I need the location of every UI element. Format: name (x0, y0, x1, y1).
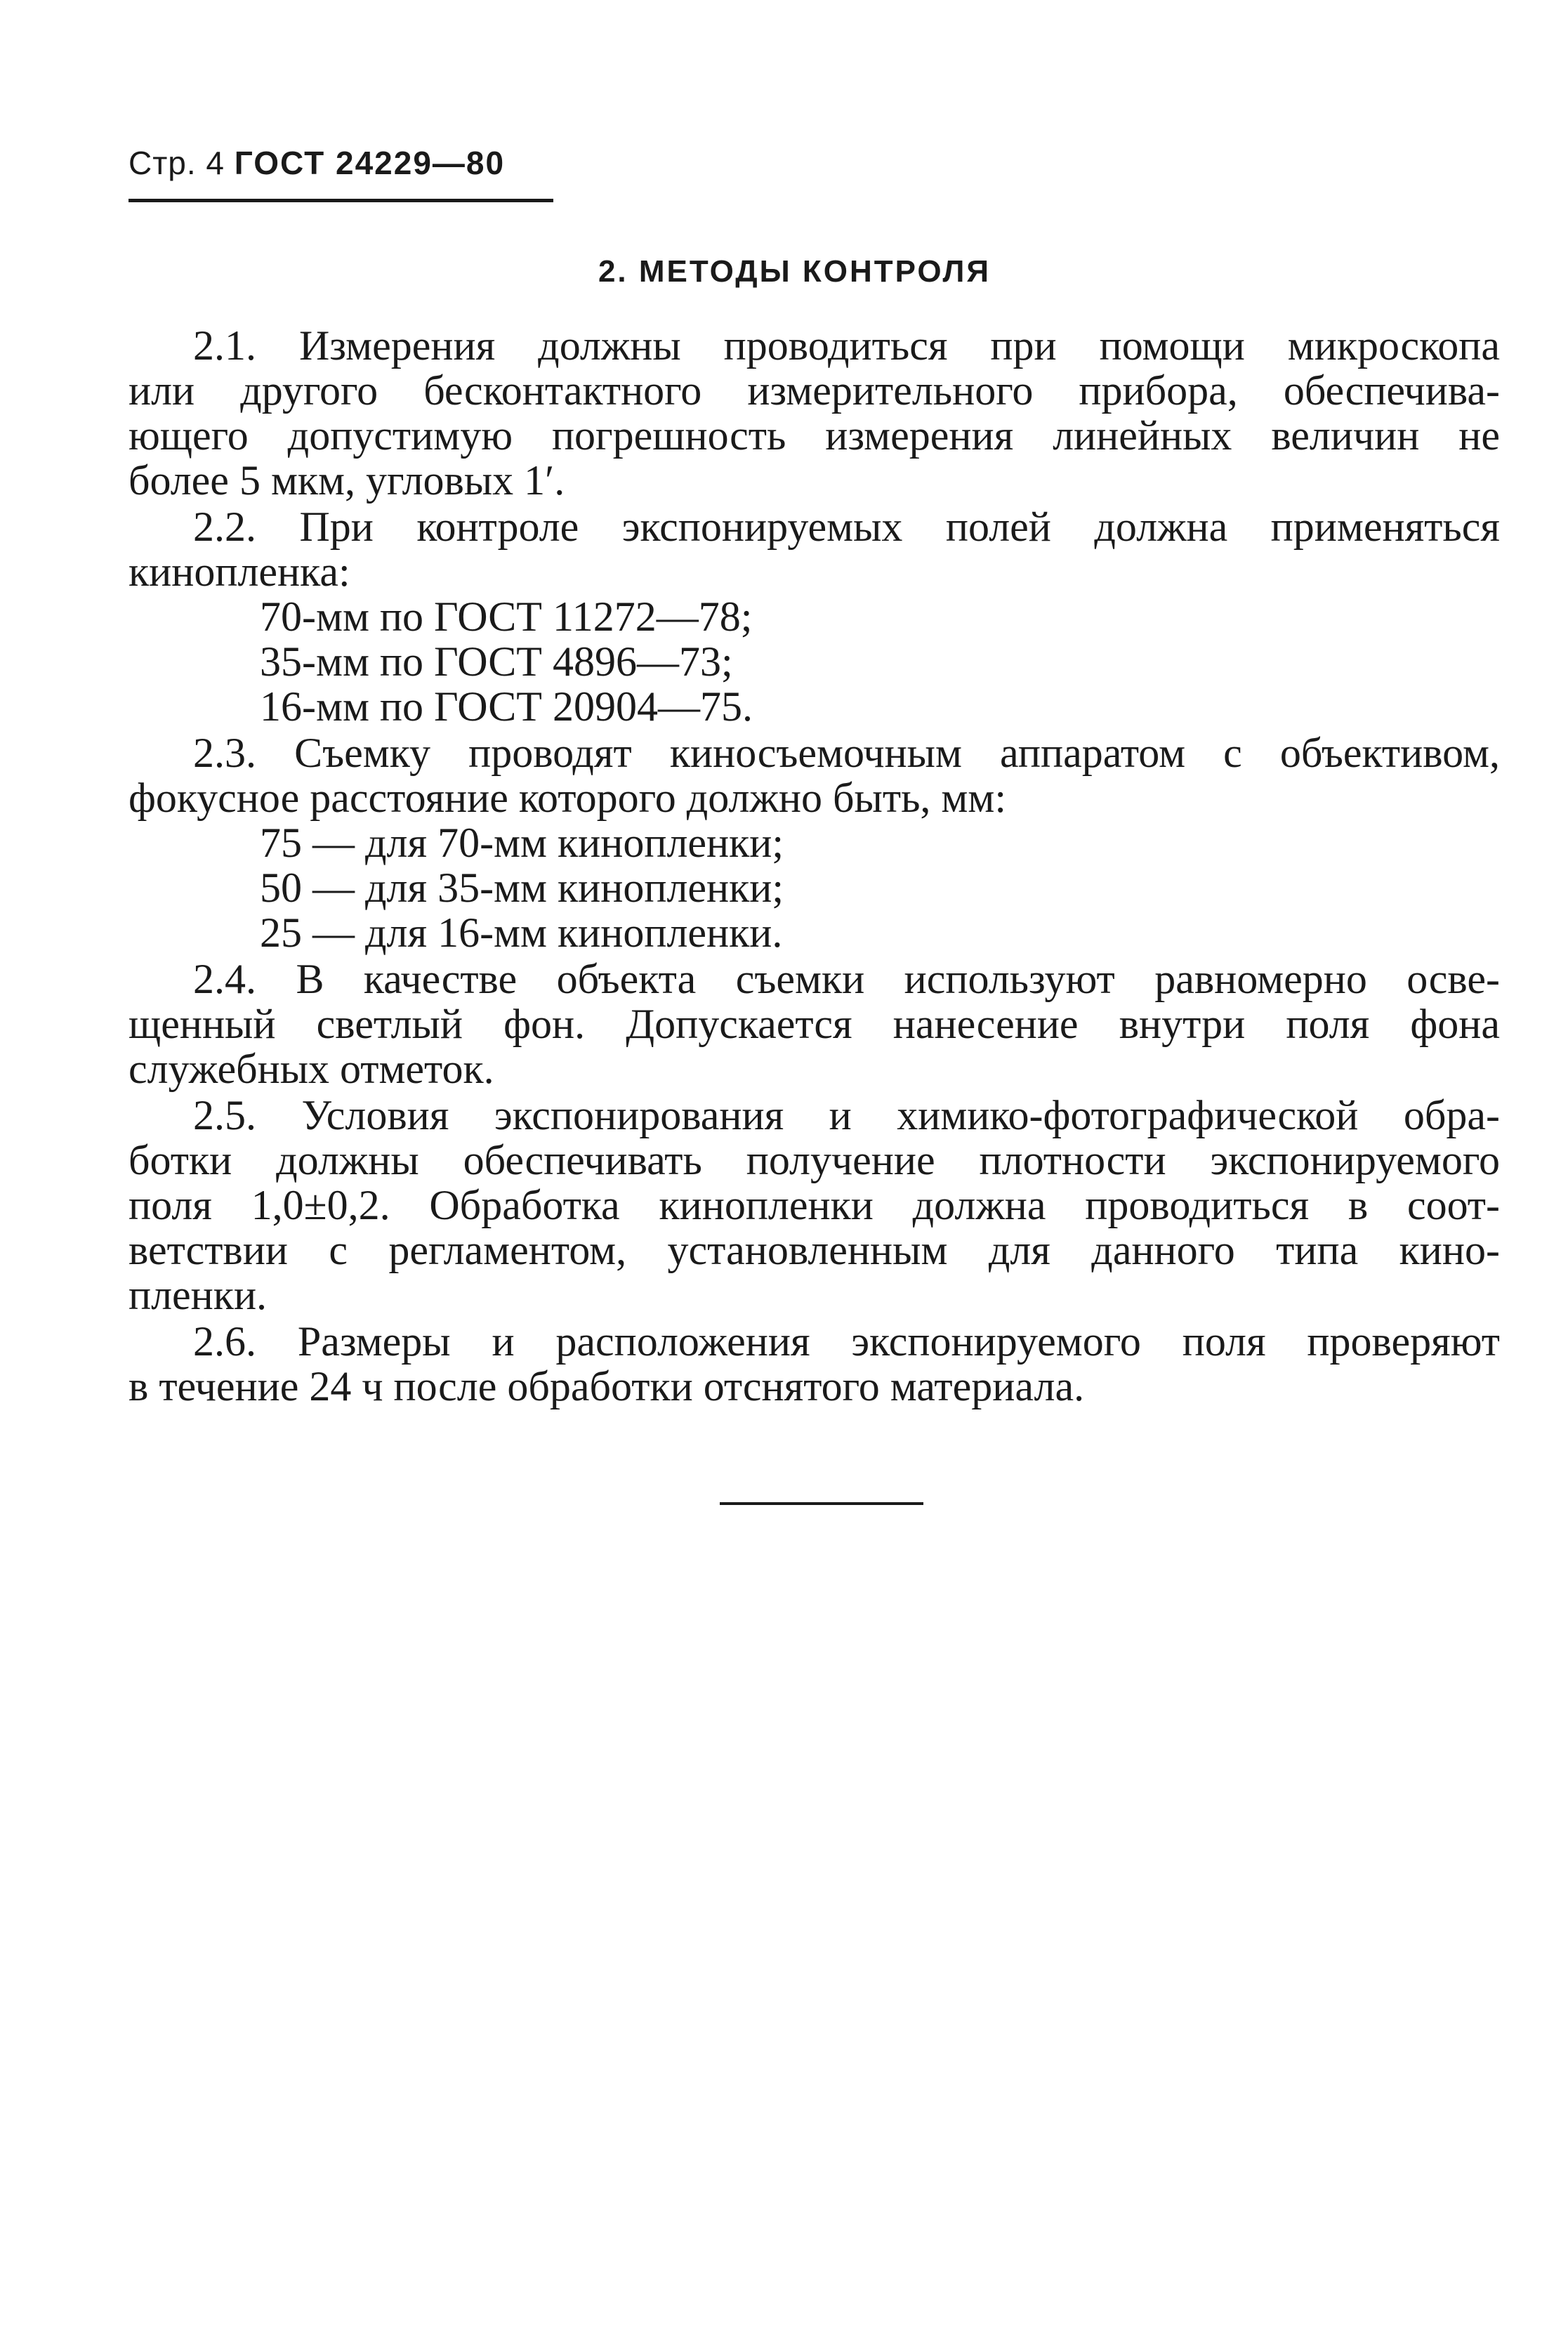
paragraph-2-1-line-4: более 5 мкм, угловых 1′. (129, 457, 565, 504)
page-number-label: Стр. 4 (129, 145, 225, 181)
paragraph-2-1-line-1: 2.1. Измерения должны проводиться при помощи микроскопа (193, 322, 1500, 369)
paragraph-2-1-line-2: или другого бесконтактного измерительного прибора, обеспечива- (129, 367, 1500, 414)
paragraph-2-6-line-2: в течение 24 ч после обработки отснятого материала. (129, 1363, 1085, 1409)
paragraph-2-5-line-5: пленки. (129, 1272, 268, 1318)
paragraph-2-3-line-1: 2.3. Съемку проводят киносъемочным аппаратом с объективом, (193, 730, 1500, 776)
paragraph-2-5-line-1: 2.5. Условия экспонирования и химико-фотографической обра- (193, 1092, 1500, 1138)
paragraph-2-1-line-3: ющего допустимую погрешность измерения линейных величин не (129, 412, 1500, 459)
paragraph-2-6-line-1: 2.6. Размеры и расположения экспонируемого поля проверяют (193, 1318, 1500, 1365)
standard-designation: ГОСТ 24229—80 (234, 145, 506, 181)
paragraph-2-2-line-2: кинопленка: (129, 548, 350, 595)
film-list-item-35mm: 35-мм по ГОСТ 4896—73; (260, 638, 733, 685)
paragraph-2-3-line-2: фокусное расстояние которого должно быть, мм: (129, 775, 1007, 821)
paragraph-2-2-line-1: 2.2. При контроле экспонируемых полей должна применяться (193, 504, 1500, 550)
paragraph-2-5-line-3: поля 1,0±0,2. Обработка кинопленки должна проводиться в соот- (129, 1182, 1500, 1228)
end-of-section-rule (720, 1502, 923, 1505)
section-title: 2. МЕТОДЫ КОНТРОЛЯ (598, 254, 991, 289)
paragraph-2-4-line-3: служебных отметок. (129, 1046, 494, 1092)
film-list-item-16mm: 16-мм по ГОСТ 20904—75. (260, 683, 753, 730)
paragraph-2-5-line-2: ботки должны обеспечивать получение плотности экспонируемого (129, 1137, 1500, 1183)
paragraph-2-4-line-1: 2.4. В качестве объекта съемки используют равномерно осве- (193, 956, 1500, 1002)
paragraph-2-4-line-2: щенный светлый фон. Допускается нанесение внутри поля фона (129, 1001, 1500, 1047)
page-header (129, 144, 505, 182)
header-rule (129, 199, 553, 202)
focal-list-item-25: 25 — для 16-мм кинопленки. (260, 909, 783, 956)
paragraph-2-5-line-4: ветствии с регламентом, установленным для данного типа кино- (129, 1227, 1500, 1273)
focal-list-item-75: 75 — для 70-мм кинопленки; (260, 820, 784, 866)
focal-list-item-50: 50 — для 35-мм кинопленки; (260, 865, 784, 911)
film-list-item-70mm: 70-мм по ГОСТ 11272—78; (260, 593, 753, 640)
